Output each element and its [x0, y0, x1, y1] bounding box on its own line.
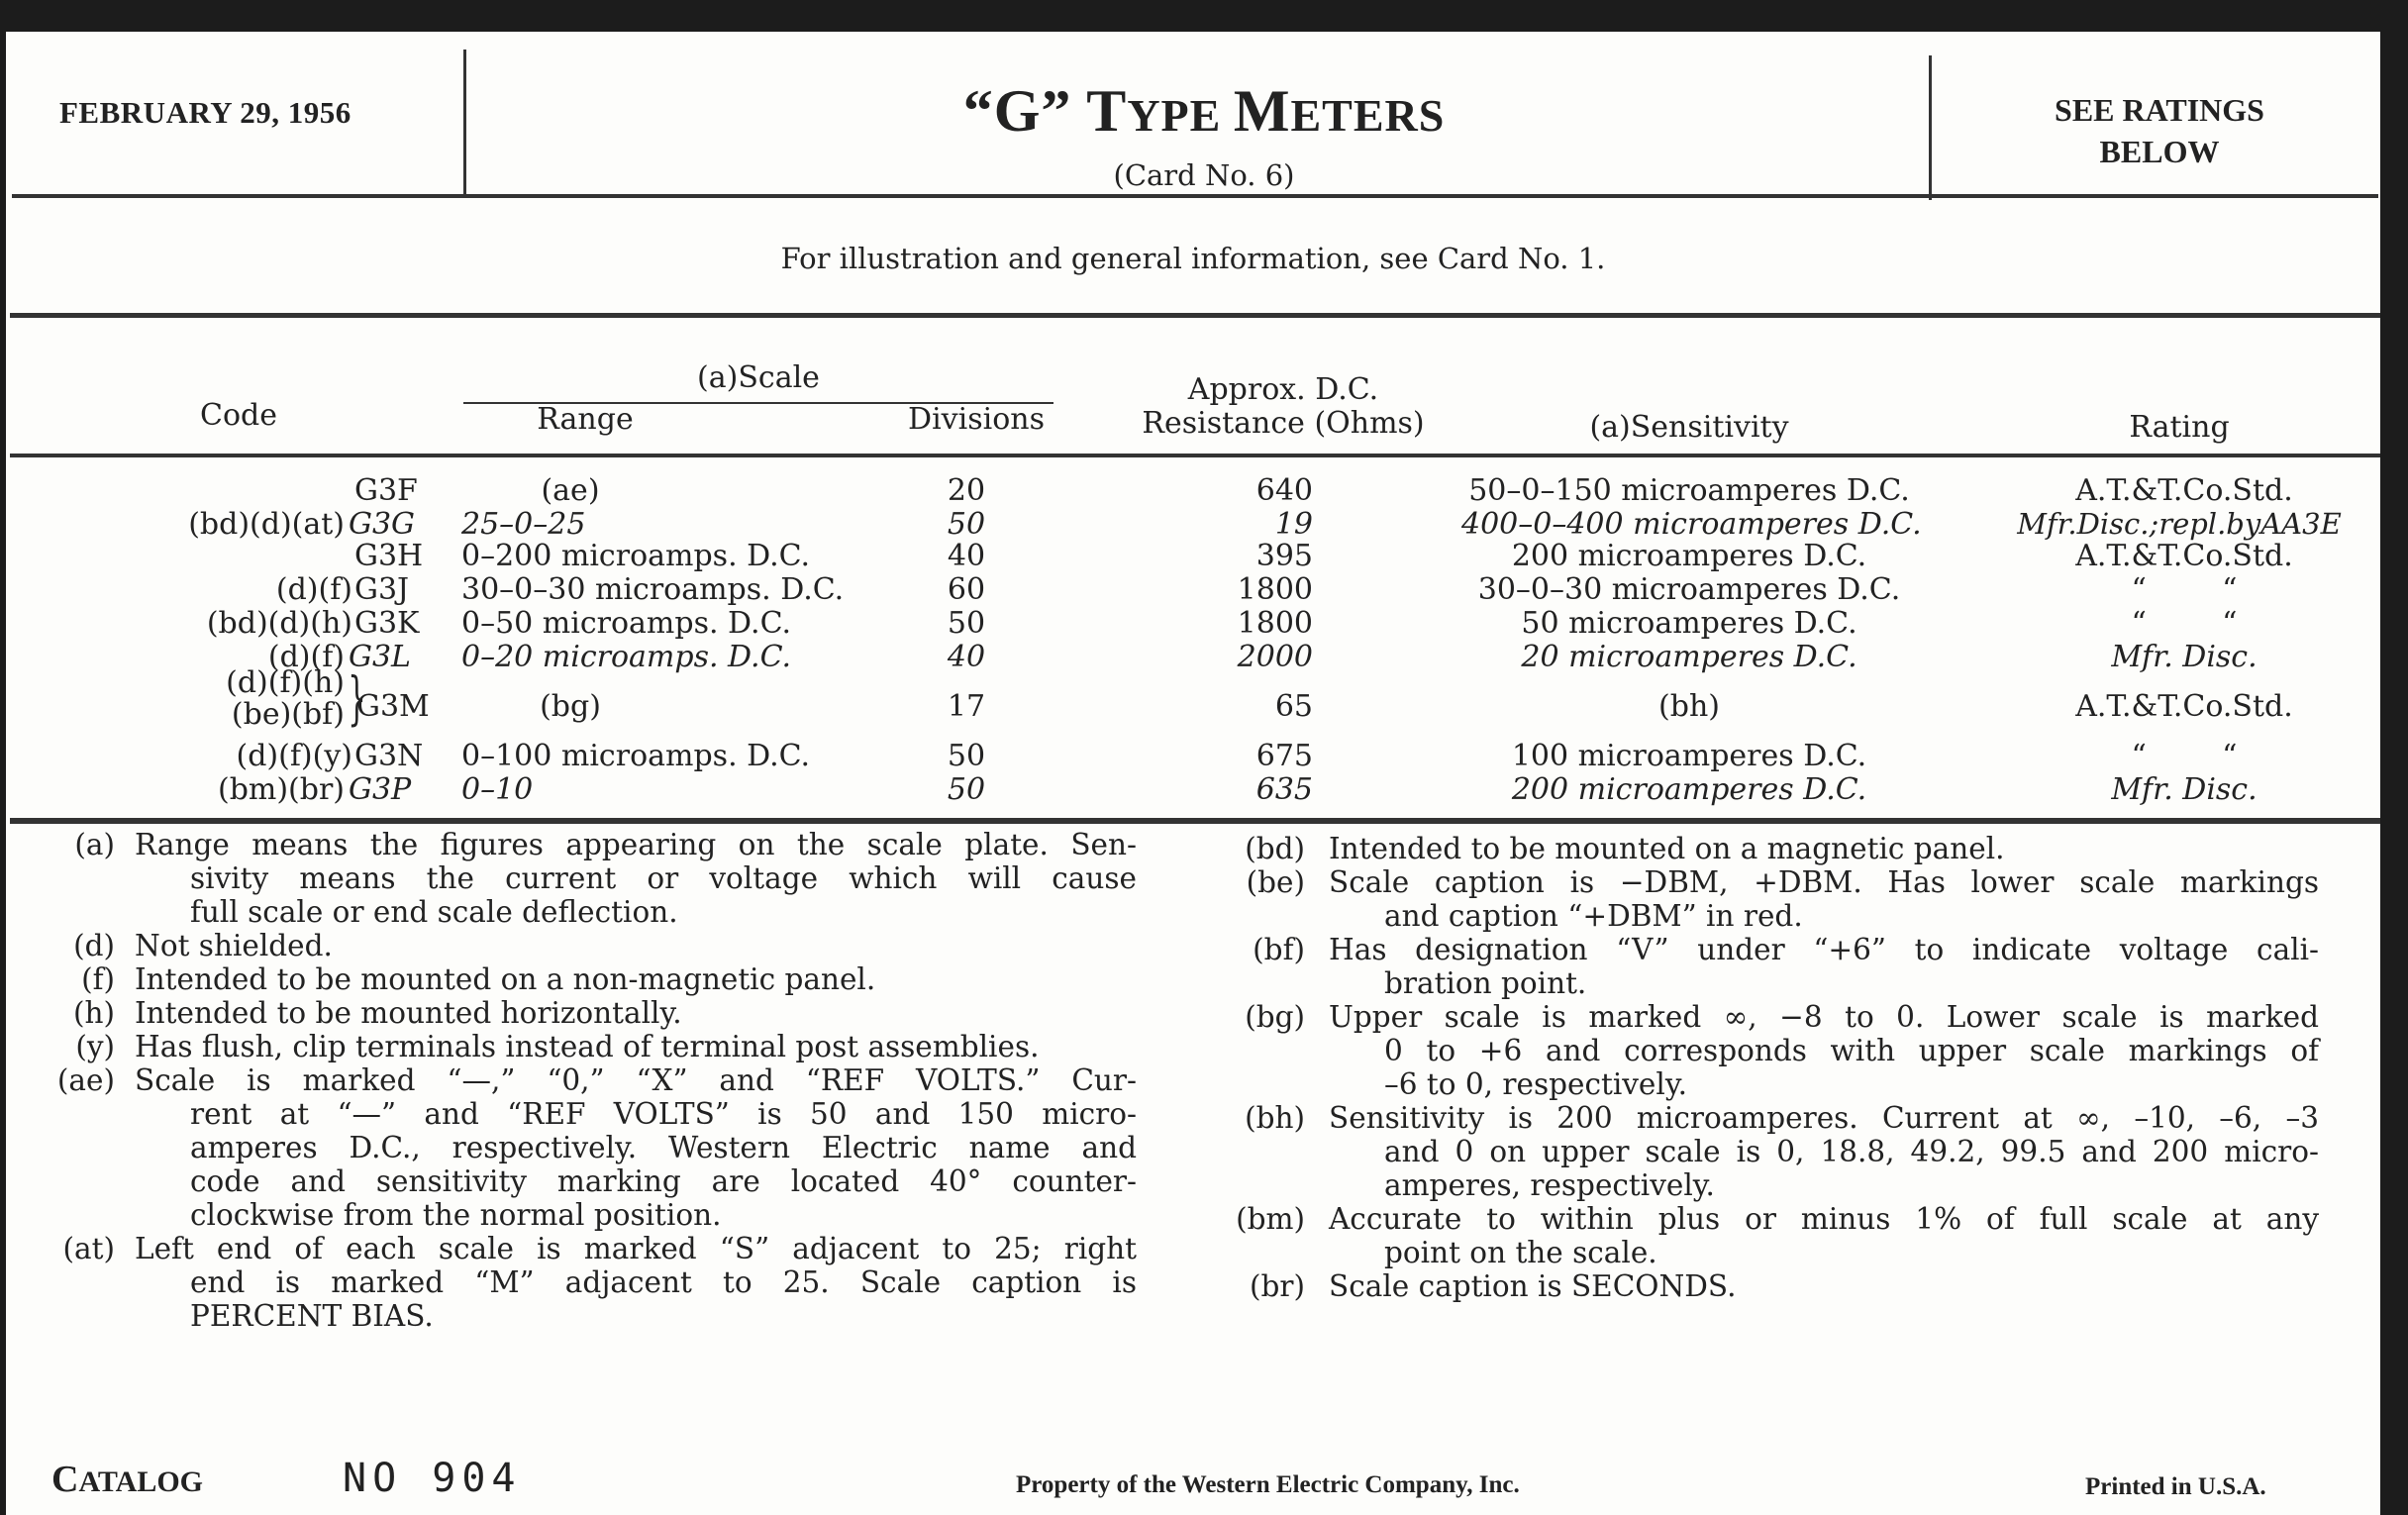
- row-range: 0–20 microamps. D.C.: [461, 640, 791, 674]
- footnote-tag: (be): [1246, 865, 1305, 899]
- footnote-text-line: Upper scale is marked ∞, −8 to 0. Lower scale is marked: [1329, 1000, 2319, 1034]
- row-rating: “ “: [2131, 572, 2238, 607]
- row-sensitivity: 200 microamperes D.C.: [1511, 772, 1867, 807]
- row-sensitivity: (bh): [1658, 689, 1720, 724]
- info-line: For illustration and general information, see Card No. 1.: [780, 242, 1606, 275]
- row-notes: (bd)(d)(at): [188, 507, 345, 542]
- footnote-text-line: Has designation “V” under “+6” to indicate voltage cali-: [1329, 933, 2319, 966]
- row-resistance: 640: [1255, 473, 1313, 508]
- footnote-text-line: full scale or end scale deflection.: [190, 895, 678, 929]
- row-range: (bg): [540, 689, 601, 724]
- row-divisions: 60: [947, 572, 986, 607]
- row-divisions: 40: [947, 640, 986, 674]
- row-resistance: 1800: [1237, 606, 1313, 641]
- footnote-text-line: Accurate to within plus or minus 1% of full scale at any: [1329, 1202, 2319, 1236]
- footnote-text-line: bration point.: [1384, 966, 1587, 1000]
- col-header-scale-group: (a)Scale: [697, 360, 820, 395]
- footnote-tag: (bm): [1236, 1202, 1305, 1236]
- row-range: 0–50 microamps. D.C.: [461, 606, 791, 641]
- row-range: (ae): [541, 473, 600, 508]
- row-range: 0–200 microamps. D.C.: [461, 539, 811, 573]
- col-header-resistance-line2: Resistance (Ohms): [1142, 406, 1425, 441]
- title-cap-t: T: [1086, 78, 1128, 144]
- col-header-range: Range: [537, 402, 634, 437]
- footnote-text-line: code and sensitivity marking are located 40° counter-: [190, 1164, 1137, 1198]
- footnote-tag: (bd): [1245, 832, 1305, 865]
- issue-date: FEBRUARY 29, 1956: [59, 95, 351, 130]
- footnote-tag: (br): [1249, 1269, 1305, 1303]
- table-bottom-rule: [10, 818, 2380, 824]
- footnote-text-line: point on the scale.: [1384, 1236, 1657, 1269]
- footnote-text-line: sivity means the current or voltage which will cause: [190, 861, 1137, 895]
- footnote-text-line: Scale caption is −DBM, +DBM. Has lower scale markings: [1329, 865, 2319, 899]
- row-notes: (bm)(br): [217, 772, 345, 807]
- row-sensitivity: 400–0–400 microamperes D.C.: [1461, 507, 1922, 542]
- footnote-tag: (at): [62, 1232, 115, 1265]
- row-notes: (d)(f): [275, 572, 352, 607]
- row-divisions: 40: [947, 539, 986, 573]
- row-rating: A.T.&T.Co.Std.: [2075, 473, 2293, 508]
- footnote-text-line: and caption “+DBM” in red.: [1384, 899, 1803, 933]
- header-bottom-rule: [12, 194, 2378, 198]
- ratings-note: [1937, 89, 2382, 172]
- footnote-text-line: amperes, respectively.: [1384, 1168, 1715, 1202]
- row-code: G3K: [354, 606, 420, 641]
- row-notes: (d)(f): [267, 640, 345, 674]
- row-resistance: 395: [1255, 539, 1313, 573]
- row-rating: “ “: [2131, 739, 2238, 773]
- title-quote: “G”: [962, 78, 1087, 144]
- catalog-number: NO 904: [343, 1456, 522, 1501]
- row-sensitivity: 30–0–30 microamperes D.C.: [1477, 572, 1901, 607]
- footnote-text-line: rent at “—” and “REF VOLTS” is 50 and 150 micro-: [190, 1097, 1137, 1131]
- footnote-tag: (bf): [1253, 933, 1305, 966]
- catalog-card: [6, 32, 2380, 1515]
- printed-in-notice: Printed in U.S.A.: [2085, 1473, 2266, 1500]
- title-small-caps-eters: ETERS: [1290, 90, 1446, 141]
- catalog-label: [51, 1458, 203, 1501]
- footnote-text-line: Intended to be mounted horizontally.: [135, 996, 682, 1030]
- footnote-text-line: –6 to 0, respectively.: [1384, 1067, 1687, 1101]
- card-number: (Card No. 6): [1113, 158, 1295, 192]
- col-header-rating: Rating: [2129, 410, 2230, 445]
- header-divider-left: [463, 50, 466, 196]
- footnote-text-line: end is marked “M” adjacent to 25. Scale caption is: [190, 1265, 1137, 1299]
- row-range: 0–100 microamps. D.C.: [461, 739, 811, 773]
- row-rating: Mfr.Disc.;repl.byAA3E: [2017, 507, 2342, 541]
- row-rating: Mfr. Disc.: [2111, 640, 2258, 674]
- row-code: G3P: [349, 772, 412, 807]
- col-header-divisions: Divisions: [908, 402, 1045, 437]
- row-range: 25–0–25: [461, 507, 586, 542]
- property-notice: Property of the Western Electric Company, Inc.: [1016, 1471, 1520, 1498]
- row-rating: Mfr. Disc.: [2111, 772, 2258, 807]
- row-code: G3J: [354, 572, 410, 607]
- row-divisions: 50: [947, 606, 986, 641]
- footnote-text-line: Scale is marked “—,” “0,” “X” and “REF VOLTS.” Cur-: [135, 1063, 1137, 1097]
- row-range: 0–10: [461, 772, 534, 807]
- footnote-text-line: Intended to be mounted on a non-magnetic panel.: [135, 962, 876, 996]
- row-divisions: 50: [947, 772, 986, 807]
- title-cap-m: M: [1233, 78, 1291, 144]
- row-notes: (d)(f)(y): [236, 739, 352, 773]
- row-divisions: 50: [947, 739, 986, 773]
- col-header-code: Code: [200, 398, 277, 433]
- row-sensitivity: 50 microamperes D.C.: [1521, 606, 1857, 641]
- footnote-tag: (y): [75, 1030, 115, 1063]
- footnote-tag: (ae): [56, 1063, 115, 1097]
- row-rating: “ “: [2131, 606, 2238, 641]
- row-resistance: 675: [1255, 739, 1313, 773]
- footnote-tag: (bg): [1245, 1000, 1305, 1034]
- row-resistance: 65: [1274, 689, 1313, 724]
- row-range: 30–0–30 microamps. D.C.: [461, 572, 845, 607]
- catalog-label-rest: ATALOG: [78, 1465, 204, 1498]
- row-rating: A.T.&T.Co.Std.: [2075, 689, 2293, 724]
- footnote-tag: (a): [74, 828, 115, 861]
- footnote-text-line: 0 to +6 and corresponds with upper scale markings of: [1384, 1034, 2319, 1067]
- row-notes: (be)(bf): [231, 697, 345, 732]
- footnote-text-line: Scale caption is SECONDS.: [1329, 1269, 1737, 1303]
- row-divisions: 20: [947, 473, 986, 508]
- table-header-rule: [10, 454, 2380, 457]
- footnote-text-line: and 0 on upper scale is 0, 18.8, 49.2, 99.5 and 200 micro-: [1384, 1135, 2319, 1168]
- footnote-tag: (d): [73, 929, 115, 962]
- row-code: G3N: [354, 739, 424, 773]
- row-code: G3F: [354, 473, 418, 508]
- footnote-text-line: Range means the figures appearing on the scale plate. Sen-: [135, 828, 1137, 861]
- footnote-tag: (bh): [1245, 1101, 1305, 1135]
- row-code: G3L: [349, 640, 411, 674]
- row-resistance: 2000: [1237, 640, 1313, 674]
- col-header-sensitivity: (a)Sensitivity: [1589, 410, 1789, 445]
- row-resistance: 19: [1274, 507, 1313, 542]
- page-title: [471, 77, 1937, 146]
- row-resistance: 635: [1255, 772, 1313, 807]
- title-small-caps-ype: YPE: [1127, 90, 1234, 141]
- row-sensitivity: 100 microamperes D.C.: [1511, 739, 1867, 773]
- col-header-resistance-line1: Approx. D.C.: [1187, 372, 1379, 407]
- footnote-text-line: Sensitivity is 200 microamperes. Current at ∞, –10, –6, –3: [1329, 1101, 2319, 1135]
- row-code: G3H: [354, 539, 424, 573]
- row-resistance: 1800: [1237, 572, 1313, 607]
- catalog-label-cap: C: [51, 1459, 79, 1500]
- row-sensitivity: 200 microamperes D.C.: [1511, 539, 1867, 573]
- row-rating: A.T.&T.Co.Std.: [2075, 539, 2293, 573]
- info-bottom-rule: [10, 313, 2380, 318]
- ratings-note-line2: BELOW: [2099, 134, 2220, 169]
- ratings-note-line1: SEE RATINGS: [2055, 92, 2264, 128]
- row-notes: (d)(f)(h): [226, 665, 345, 700]
- row-notes: (bd)(d)(h): [206, 606, 352, 641]
- footnote-text-line: Intended to be mounted on a magnetic panel.: [1329, 832, 2005, 865]
- row-divisions: 50: [947, 507, 986, 542]
- footnote-text-line: clockwise from the normal position.: [190, 1198, 722, 1232]
- footnote-tag: (f): [81, 962, 115, 996]
- brace-icon: }: [348, 664, 366, 732]
- footnote-text-line: PERCENT BIAS.: [190, 1299, 434, 1333]
- footnote-text-line: Left end of each scale is marked “S” adjacent to 25; right: [135, 1232, 1137, 1265]
- row-sensitivity: 50–0–150 microamperes D.C.: [1468, 473, 1910, 508]
- footnote-text-line: Not shielded.: [135, 929, 333, 962]
- footnote-text-line: Has flush, clip terminals instead of terminal post assemblies.: [135, 1030, 1040, 1063]
- row-code: G3M: [356, 689, 430, 724]
- footnote-text-line: amperes D.C., respectively. Western Electric name and: [190, 1131, 1137, 1164]
- row-sensitivity: 20 microamperes D.C.: [1521, 640, 1857, 674]
- row-divisions: 17: [947, 689, 986, 724]
- footnote-tag: (h): [72, 996, 115, 1030]
- row-code: G3G: [349, 507, 416, 542]
